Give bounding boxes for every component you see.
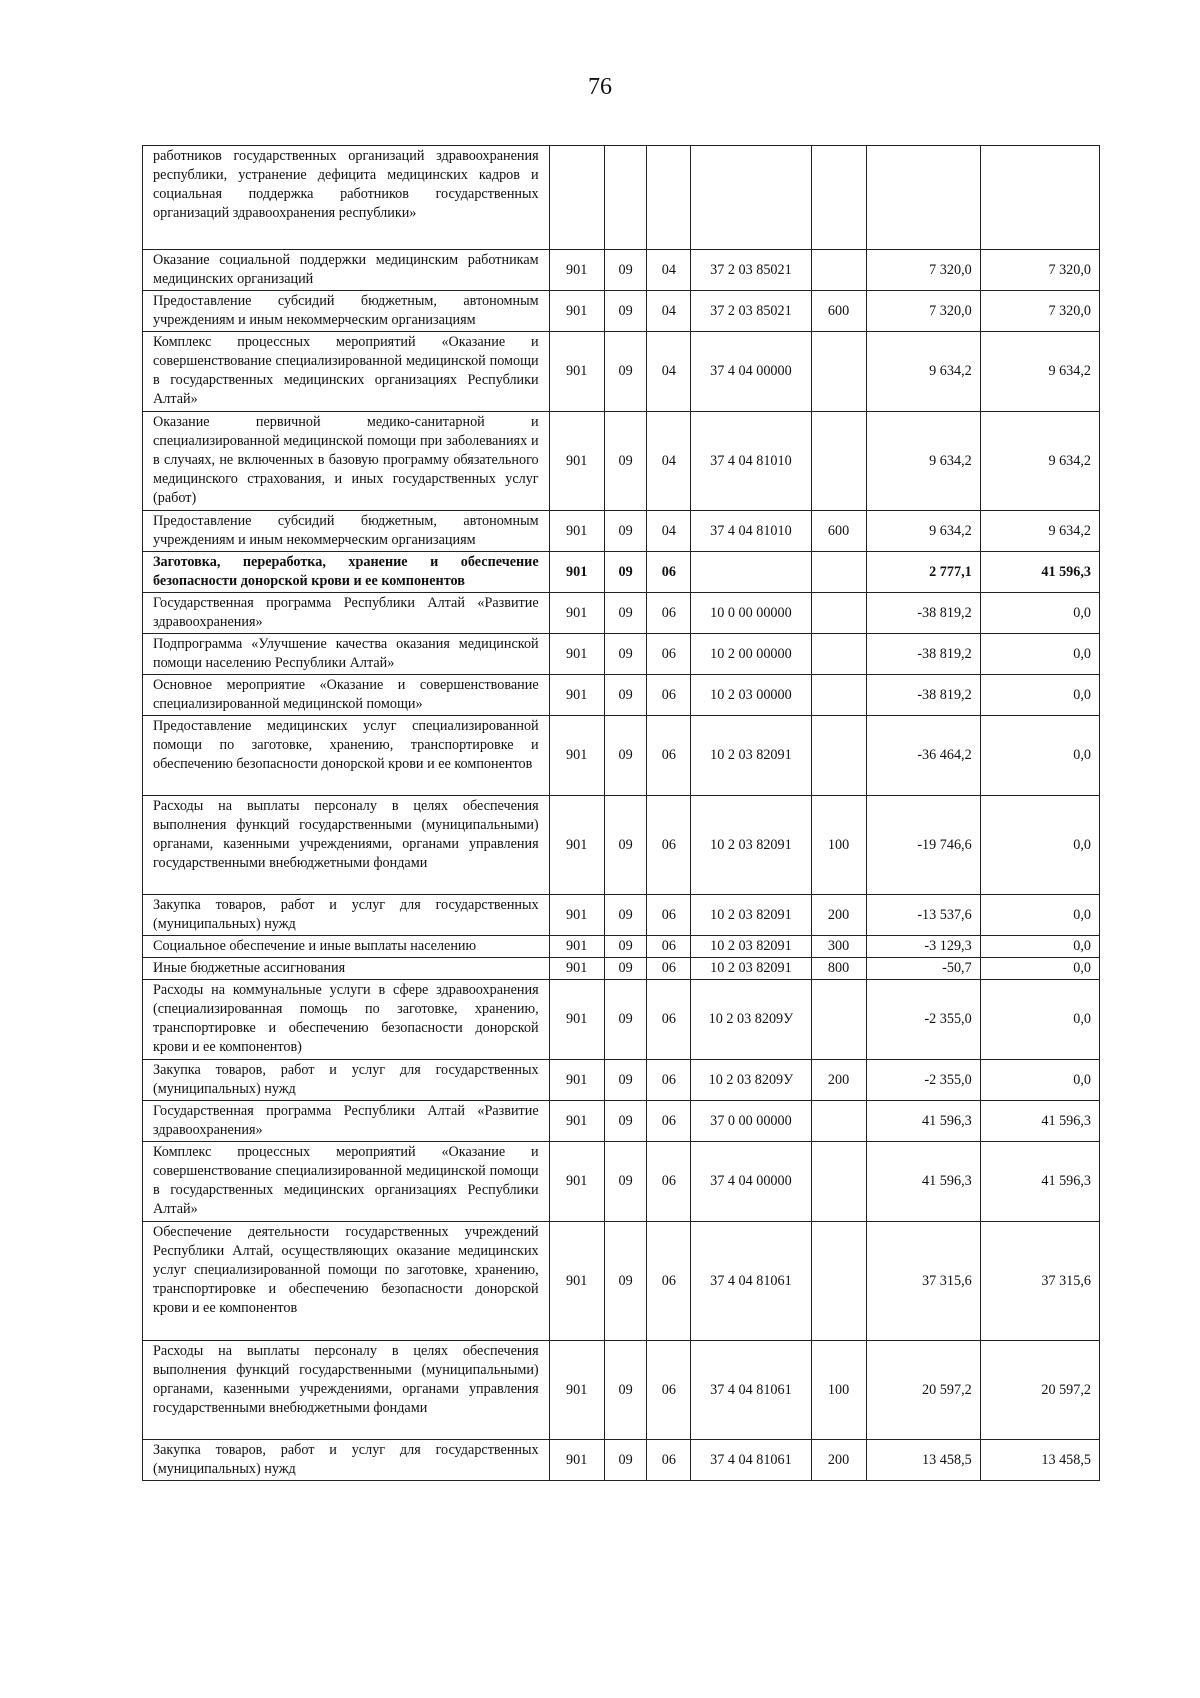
table-row bbox=[143, 332, 1100, 412]
row-admin-code-cell bbox=[549, 146, 604, 250]
row-target-article-cell: 37 4 04 81061 bbox=[691, 1341, 811, 1440]
row-amount-2-cell: 20 597,2 bbox=[980, 1341, 1099, 1440]
row-expense-type-cell bbox=[811, 980, 866, 1060]
row-admin-code-cell: 901 bbox=[549, 511, 604, 552]
row-name-cell: Расходы на выплаты персоналу в целях обеспечения выполнения функций государственными (муниципальными) органами, казенными учреждениями, органами управления государственными внебюджетными фондами bbox=[143, 1341, 550, 1440]
row-section-cell: 09 bbox=[604, 593, 647, 634]
row-name-cell: Закупка товаров, работ и услуг для государственных (муниципальных) нужд bbox=[143, 895, 550, 936]
row-amount-1-cell: 2 777,1 bbox=[866, 552, 980, 593]
row-amount-1-cell: 9 634,2 bbox=[866, 412, 980, 511]
row-admin-code-cell: 901 bbox=[549, 675, 604, 716]
row-section-cell: 09 bbox=[604, 1101, 647, 1142]
row-section-cell: 09 bbox=[604, 634, 647, 675]
row-admin-code-cell: 901 bbox=[549, 1341, 604, 1440]
row-name-cell: работников государственных организаций здравоохранения республики, устранение дефицита медицинских кадров и социальная поддержка работников государственных организаций здравоохранения республики» bbox=[143, 146, 550, 250]
row-subsection-cell: 06 bbox=[647, 716, 691, 796]
row-subsection-cell: 06 bbox=[647, 796, 691, 895]
row-admin-code-cell: 901 bbox=[549, 936, 604, 958]
row-amount-1-cell: 20 597,2 bbox=[866, 1341, 980, 1440]
row-subsection-cell: 06 bbox=[647, 1101, 691, 1142]
row-subsection-cell: 06 bbox=[647, 1060, 691, 1101]
row-admin-code-cell: 901 bbox=[549, 412, 604, 511]
row-subsection-cell bbox=[647, 146, 691, 250]
table-row bbox=[143, 1222, 1100, 1341]
row-admin-code-cell: 901 bbox=[549, 552, 604, 593]
row-expense-type-cell bbox=[811, 250, 866, 291]
row-name-cell: Комплекс процессных мероприятий «Оказание и совершенствование специализированной медицинской помощи в государственных медицинских организациях Республики Алтай» bbox=[143, 332, 550, 412]
row-name-cell: Государственная программа Республики Алтай «Развитие здравоохранения» bbox=[143, 593, 550, 634]
row-amount-1-cell: 7 320,0 bbox=[866, 250, 980, 291]
table-body bbox=[143, 146, 1100, 1481]
row-amount-2-cell: 0,0 bbox=[980, 895, 1099, 936]
row-subsection-cell: 06 bbox=[647, 958, 691, 980]
row-admin-code-cell: 901 bbox=[549, 980, 604, 1060]
row-section-cell: 09 bbox=[604, 716, 647, 796]
row-target-article-cell: 10 2 03 82091 bbox=[691, 936, 811, 958]
table-row bbox=[143, 958, 1100, 980]
row-name-cell: Расходы на коммунальные услуги в сфере здравоохранения (специализированная помощь по заготовке, хранению, транспортировке и обеспечению безопасности донорской крови и ее компонентов) bbox=[143, 980, 550, 1060]
row-section-cell: 09 bbox=[604, 332, 647, 412]
table-row bbox=[143, 1060, 1100, 1101]
row-amount-1-cell: -3 129,3 bbox=[866, 936, 980, 958]
row-name-cell: Предоставление субсидий бюджетным, автономным учреждениям и иным некоммерческим организациям bbox=[143, 291, 550, 332]
row-amount-2-cell: 0,0 bbox=[980, 796, 1099, 895]
row-section-cell: 09 bbox=[604, 796, 647, 895]
row-subsection-cell: 06 bbox=[647, 1440, 691, 1481]
row-expense-type-cell bbox=[811, 634, 866, 675]
table-row bbox=[143, 593, 1100, 634]
row-amount-1-cell: 13 458,5 bbox=[866, 1440, 980, 1481]
row-amount-1-cell: -2 355,0 bbox=[866, 980, 980, 1060]
row-admin-code-cell: 901 bbox=[549, 958, 604, 980]
row-expense-type-cell: 100 bbox=[811, 796, 866, 895]
row-subsection-cell: 04 bbox=[647, 412, 691, 511]
row-target-article-cell: 10 2 03 82091 bbox=[691, 895, 811, 936]
row-subsection-cell: 06 bbox=[647, 936, 691, 958]
table-row bbox=[143, 511, 1100, 552]
row-subsection-cell: 06 bbox=[647, 1222, 691, 1341]
row-amount-1-cell: -13 537,6 bbox=[866, 895, 980, 936]
row-admin-code-cell: 901 bbox=[549, 1440, 604, 1481]
row-amount-1-cell: -38 819,2 bbox=[866, 634, 980, 675]
row-subsection-cell: 06 bbox=[647, 593, 691, 634]
row-expense-type-cell: 600 bbox=[811, 511, 866, 552]
row-subsection-cell: 06 bbox=[647, 552, 691, 593]
row-amount-2-cell: 41 596,3 bbox=[980, 552, 1099, 593]
row-expense-type-cell: 200 bbox=[811, 1060, 866, 1101]
row-amount-1-cell: -36 464,2 bbox=[866, 716, 980, 796]
row-amount-1-cell: -38 819,2 bbox=[866, 593, 980, 634]
row-section-cell: 09 bbox=[604, 958, 647, 980]
table-row bbox=[143, 634, 1100, 675]
row-section-cell: 09 bbox=[604, 1440, 647, 1481]
row-admin-code-cell: 901 bbox=[549, 593, 604, 634]
row-subsection-cell: 04 bbox=[647, 250, 691, 291]
row-expense-type-cell: 600 bbox=[811, 291, 866, 332]
table-row bbox=[143, 552, 1100, 593]
row-subsection-cell: 06 bbox=[647, 634, 691, 675]
row-target-article-cell: 10 2 03 82091 bbox=[691, 716, 811, 796]
row-target-article-cell: 37 4 04 00000 bbox=[691, 332, 811, 412]
row-target-article-cell: 37 4 04 81061 bbox=[691, 1222, 811, 1341]
row-admin-code-cell: 901 bbox=[549, 1222, 604, 1341]
row-amount-2-cell: 7 320,0 bbox=[980, 291, 1099, 332]
row-admin-code-cell: 901 bbox=[549, 250, 604, 291]
row-section-cell: 09 bbox=[604, 250, 647, 291]
row-amount-1-cell: -2 355,0 bbox=[866, 1060, 980, 1101]
row-subsection-cell: 06 bbox=[647, 1142, 691, 1222]
row-expense-type-cell bbox=[811, 332, 866, 412]
row-target-article-cell: 37 0 00 00000 bbox=[691, 1101, 811, 1142]
row-amount-2-cell: 9 634,2 bbox=[980, 332, 1099, 412]
table-row bbox=[143, 936, 1100, 958]
row-amount-2-cell: 0,0 bbox=[980, 958, 1099, 980]
row-expense-type-cell: 100 bbox=[811, 1341, 866, 1440]
row-section-cell: 09 bbox=[604, 1060, 647, 1101]
row-expense-type-cell bbox=[811, 146, 866, 250]
page-number: 76 bbox=[588, 74, 612, 100]
row-admin-code-cell: 901 bbox=[549, 796, 604, 895]
row-amount-1-cell: 41 596,3 bbox=[866, 1142, 980, 1222]
row-amount-2-cell: 37 315,6 bbox=[980, 1222, 1099, 1341]
row-section-cell: 09 bbox=[604, 511, 647, 552]
row-expense-type-cell bbox=[811, 1142, 866, 1222]
table-row bbox=[143, 1142, 1100, 1222]
row-subsection-cell: 06 bbox=[647, 980, 691, 1060]
row-name-cell: Закупка товаров, работ и услуг для государственных (муниципальных) нужд bbox=[143, 1060, 550, 1101]
row-subsection-cell: 06 bbox=[647, 1341, 691, 1440]
row-section-cell: 09 bbox=[604, 291, 647, 332]
row-name-cell: Закупка товаров, работ и услуг для государственных (муниципальных) нужд bbox=[143, 1440, 550, 1481]
row-target-article-cell: 10 2 03 00000 bbox=[691, 675, 811, 716]
row-admin-code-cell: 901 bbox=[549, 1101, 604, 1142]
row-amount-1-cell bbox=[866, 146, 980, 250]
row-amount-2-cell: 9 634,2 bbox=[980, 511, 1099, 552]
row-admin-code-cell: 901 bbox=[549, 291, 604, 332]
row-expense-type-cell bbox=[811, 552, 866, 593]
row-admin-code-cell: 901 bbox=[549, 332, 604, 412]
row-amount-1-cell: 7 320,0 bbox=[866, 291, 980, 332]
row-expense-type-cell: 800 bbox=[811, 958, 866, 980]
row-admin-code-cell: 901 bbox=[549, 1060, 604, 1101]
row-target-article-cell: 10 0 00 00000 bbox=[691, 593, 811, 634]
row-admin-code-cell: 901 bbox=[549, 716, 604, 796]
row-section-cell: 09 bbox=[604, 552, 647, 593]
row-amount-2-cell bbox=[980, 146, 1099, 250]
row-subsection-cell: 06 bbox=[647, 895, 691, 936]
row-amount-2-cell: 41 596,3 bbox=[980, 1142, 1099, 1222]
row-admin-code-cell: 901 bbox=[549, 1142, 604, 1222]
row-name-cell: Государственная программа Республики Алтай «Развитие здравоохранения» bbox=[143, 1101, 550, 1142]
table-row bbox=[143, 250, 1100, 291]
row-target-article-cell: 37 2 03 85021 bbox=[691, 250, 811, 291]
table-row bbox=[143, 980, 1100, 1060]
row-section-cell: 09 bbox=[604, 895, 647, 936]
table-row bbox=[143, 716, 1100, 796]
row-amount-2-cell: 0,0 bbox=[980, 716, 1099, 796]
row-target-article-cell: 10 2 03 82091 bbox=[691, 796, 811, 895]
row-admin-code-cell: 901 bbox=[549, 634, 604, 675]
row-amount-2-cell: 0,0 bbox=[980, 936, 1099, 958]
row-name-cell: Социальное обеспечение и иные выплаты населению bbox=[143, 936, 550, 958]
row-target-article-cell: 37 4 04 81010 bbox=[691, 412, 811, 511]
row-section-cell: 09 bbox=[604, 1341, 647, 1440]
row-expense-type-cell bbox=[811, 675, 866, 716]
row-section-cell bbox=[604, 146, 647, 250]
row-amount-2-cell: 0,0 bbox=[980, 675, 1099, 716]
row-expense-type-cell: 200 bbox=[811, 895, 866, 936]
row-expense-type-cell bbox=[811, 716, 866, 796]
row-name-cell: Предоставление медицинских услуг специализированной помощи по заготовке, хранению, транспортировке и обеспечению безопасности донорской крови и ее компонентов bbox=[143, 716, 550, 796]
row-amount-2-cell: 0,0 bbox=[980, 593, 1099, 634]
row-amount-1-cell: 9 634,2 bbox=[866, 511, 980, 552]
table-row bbox=[143, 895, 1100, 936]
row-amount-2-cell: 0,0 bbox=[980, 1060, 1099, 1101]
row-expense-type-cell bbox=[811, 1101, 866, 1142]
row-target-article-cell: 10 2 03 8209У bbox=[691, 1060, 811, 1101]
table-row bbox=[143, 1101, 1100, 1142]
row-target-article-cell: 10 2 00 00000 bbox=[691, 634, 811, 675]
row-name-cell: Оказание социальной поддержки медицинским работникам медицинских организаций bbox=[143, 250, 550, 291]
row-target-article-cell: 10 2 03 8209У bbox=[691, 980, 811, 1060]
table-row bbox=[143, 412, 1100, 511]
table-row bbox=[143, 291, 1100, 332]
row-amount-1-cell: 9 634,2 bbox=[866, 332, 980, 412]
row-subsection-cell: 06 bbox=[647, 675, 691, 716]
table-row bbox=[143, 675, 1100, 716]
row-expense-type-cell: 200 bbox=[811, 1440, 866, 1481]
row-expense-type-cell: 300 bbox=[811, 936, 866, 958]
row-amount-2-cell: 0,0 bbox=[980, 980, 1099, 1060]
row-target-article-cell: 37 4 04 00000 bbox=[691, 1142, 811, 1222]
row-admin-code-cell: 901 bbox=[549, 895, 604, 936]
row-amount-2-cell: 0,0 bbox=[980, 634, 1099, 675]
table-row bbox=[143, 1341, 1100, 1440]
row-target-article-cell bbox=[691, 552, 811, 593]
row-name-cell: Подпрограмма «Улучшение качества оказания медицинской помощи населению Республики Алтай» bbox=[143, 634, 550, 675]
row-amount-2-cell: 13 458,5 bbox=[980, 1440, 1099, 1481]
row-expense-type-cell bbox=[811, 1222, 866, 1341]
row-section-cell: 09 bbox=[604, 1222, 647, 1341]
row-amount-1-cell: -38 819,2 bbox=[866, 675, 980, 716]
row-amount-1-cell: -50,7 bbox=[866, 958, 980, 980]
table-row bbox=[143, 1440, 1100, 1481]
row-target-article-cell: 37 4 04 81010 bbox=[691, 511, 811, 552]
row-subsection-cell: 04 bbox=[647, 511, 691, 552]
row-section-cell: 09 bbox=[604, 412, 647, 511]
row-section-cell: 09 bbox=[604, 675, 647, 716]
row-amount-2-cell: 41 596,3 bbox=[980, 1101, 1099, 1142]
row-name-cell: Основное мероприятие «Оказание и совершенствование специализированной медицинской помощи» bbox=[143, 675, 550, 716]
table-row bbox=[143, 146, 1100, 250]
row-amount-1-cell: 37 315,6 bbox=[866, 1222, 980, 1341]
row-amount-2-cell: 9 634,2 bbox=[980, 412, 1099, 511]
budget-table bbox=[142, 145, 1100, 1481]
row-target-article-cell bbox=[691, 146, 811, 250]
row-name-cell: Иные бюджетные ассигнования bbox=[143, 958, 550, 980]
row-name-cell: Предоставление субсидий бюджетным, автономным учреждениям и иным некоммерческим организациям bbox=[143, 511, 550, 552]
row-name-cell: Обеспечение деятельности государственных учреждений Республики Алтай, осуществляющих оказание медицинских услуг специализированной помощи по заготовке, хранению, транспортировке и обеспечению безопасности донорской крови и ее компонентов bbox=[143, 1222, 550, 1341]
row-name-cell: Оказание первичной медико-санитарной и специализированной медицинской помощи при заболеваниях и в случаях, не включенных в базовую программу обязательного медицинского страхования, и иных государственных услуг (работ) bbox=[143, 412, 550, 511]
row-name-cell: Комплекс процессных мероприятий «Оказание и совершенствование специализированной медицинской помощи в государственных медицинских организациях Республики Алтай» bbox=[143, 1142, 550, 1222]
table-row bbox=[143, 796, 1100, 895]
row-section-cell: 09 bbox=[604, 980, 647, 1060]
row-expense-type-cell bbox=[811, 412, 866, 511]
row-name-cell: Заготовка, переработка, хранение и обеспечение безопасности донорской крови и ее компонентов bbox=[143, 552, 550, 593]
row-section-cell: 09 bbox=[604, 936, 647, 958]
row-amount-1-cell: -19 746,6 bbox=[866, 796, 980, 895]
row-name-cell: Расходы на выплаты персоналу в целях обеспечения выполнения функций государственными (муниципальными) органами, казенными учреждениями, органами управления государственными внебюджетными фондами bbox=[143, 796, 550, 895]
row-subsection-cell: 04 bbox=[647, 291, 691, 332]
row-target-article-cell: 10 2 03 82091 bbox=[691, 958, 811, 980]
row-expense-type-cell bbox=[811, 593, 866, 634]
row-target-article-cell: 37 2 03 85021 bbox=[691, 291, 811, 332]
row-amount-2-cell: 7 320,0 bbox=[980, 250, 1099, 291]
row-amount-1-cell: 41 596,3 bbox=[866, 1101, 980, 1142]
row-target-article-cell: 37 4 04 81061 bbox=[691, 1440, 811, 1481]
row-subsection-cell: 04 bbox=[647, 332, 691, 412]
row-section-cell: 09 bbox=[604, 1142, 647, 1222]
